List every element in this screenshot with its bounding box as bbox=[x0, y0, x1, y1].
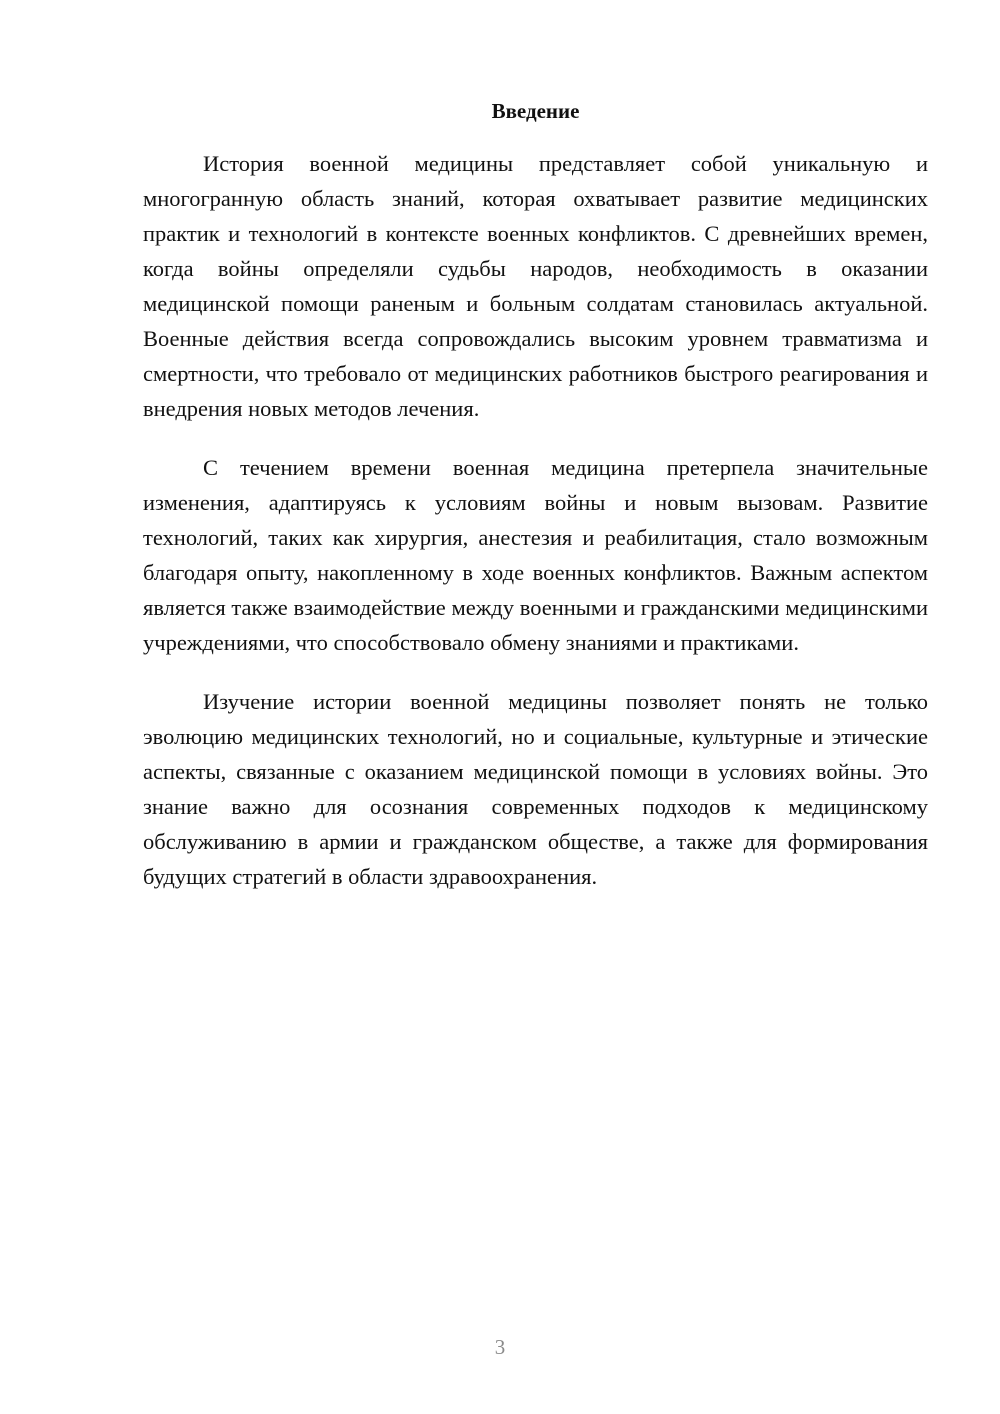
paragraph-3: Изучение истории военной медицины позволяет понять не только эволюцию медицинских технологий, но и социальные, культурные и этические аспекты, связанные с оказанием медицинской помощи в условиях войны. Это знание важно для осознания современных подходов к медицинскому обслуживанию в армии и гражданском обществе, а также для формирования будущих стратегий в области здравоохранения. bbox=[143, 689, 928, 889]
page-number: 3 bbox=[494, 1335, 506, 1359]
section-title: Введение bbox=[491, 99, 580, 123]
paragraph-1: История военной медицины представляет собой уникальную и многогранную область знаний, которая охватывает развитие медицинских практик и технологий в контексте военных конфликтов. С древнейших времен, когда войны определяли судьбы народов, необходимость в оказании медицинской помощи раненым и больным солдатам становилась актуальной. Военные действия всегда сопровождались высоким уровнем травматизма и смертности, что требовало от медицинских работников быстрого реагирования и внедрения новых методов лечения. bbox=[143, 151, 928, 421]
paragraph-2: С течением времени военная медицина претерпела значительные изменения, адаптируясь к условиям войны и новым вызовам. Развитие технологий, таких как хирургия, анестезия и реабилитация, стало возможным благодаря опыту, накопленному в ходе военных конфликтов. Важным аспектом является также взаимодействие между военными и гражданскими медицинскими учреждениями, что способствовало обмену знаниями и практиками. bbox=[143, 455, 928, 655]
document-body bbox=[143, 96, 928, 918]
